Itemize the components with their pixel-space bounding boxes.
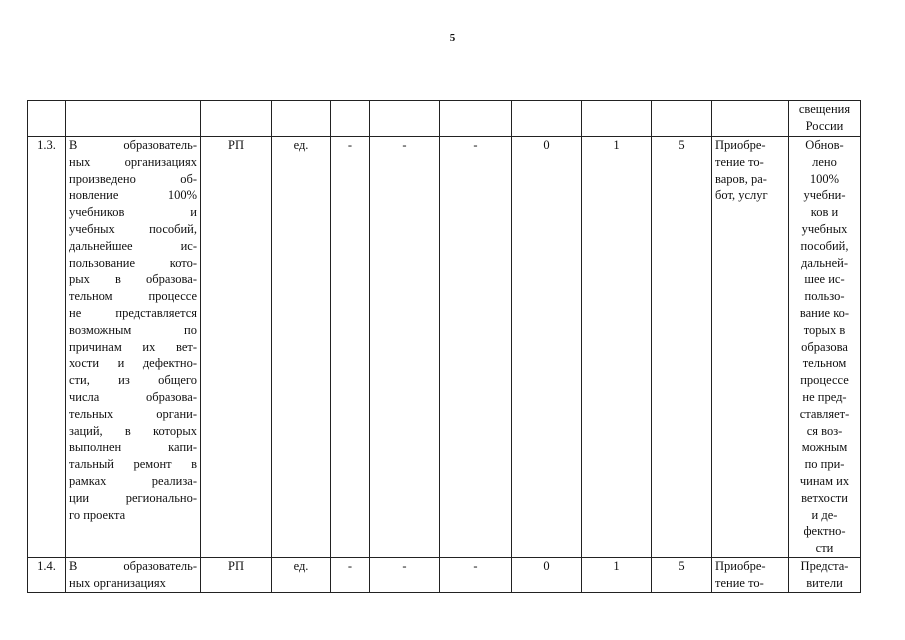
cell-empty bbox=[331, 101, 370, 137]
row-result bbox=[789, 557, 861, 592]
text-line: вание ко- bbox=[799, 305, 850, 320]
text-line: дальней- bbox=[800, 255, 849, 270]
cell-empty bbox=[712, 101, 789, 137]
table-row-header-continuation bbox=[28, 101, 861, 137]
row-value-2: - bbox=[370, 557, 440, 592]
cell-empty bbox=[66, 101, 201, 137]
cell-empty bbox=[272, 101, 331, 137]
text-line: тельном процессе bbox=[69, 289, 197, 304]
text-line: дальнейшее ис- bbox=[69, 238, 197, 253]
cell-empty bbox=[201, 101, 272, 137]
text-line: заций, в которых bbox=[69, 423, 197, 438]
text-line: учебных bbox=[801, 221, 848, 236]
text-line: учебни- bbox=[803, 188, 846, 203]
text-line: произведено об- bbox=[69, 171, 197, 186]
row-value-4: 0 bbox=[512, 137, 582, 558]
text-line: процессе bbox=[800, 373, 849, 388]
text-line: сти bbox=[815, 541, 834, 556]
text-line: выполнен капи- bbox=[69, 440, 197, 455]
text-line: не пред- bbox=[802, 389, 847, 404]
row-type bbox=[712, 557, 789, 592]
text-line: Приобре- bbox=[715, 138, 766, 152]
text-line: причинам их вет- bbox=[69, 339, 197, 354]
cell-empty bbox=[440, 101, 512, 137]
row-number: 1.3. bbox=[28, 137, 66, 558]
row-description bbox=[66, 557, 201, 592]
text-line: чинам их bbox=[799, 473, 850, 488]
text-line: ветхости bbox=[801, 490, 848, 505]
text-line: ся воз- bbox=[806, 423, 843, 438]
cell-empty bbox=[28, 101, 66, 137]
row-description bbox=[66, 137, 201, 558]
cell-header-last: свещения России bbox=[789, 101, 861, 137]
row-number: 1.4. bbox=[28, 557, 66, 592]
text-line: Приобре- bbox=[715, 558, 766, 573]
row-value-5: 1 bbox=[582, 557, 652, 592]
row-value-4: 0 bbox=[512, 557, 582, 592]
row-value-3: - bbox=[440, 557, 512, 592]
text-line: тение то- bbox=[715, 154, 764, 169]
row-value-1: - bbox=[331, 557, 370, 592]
text-line: лено bbox=[812, 154, 837, 169]
page-number: 5 bbox=[449, 32, 456, 44]
row-unit: ед. bbox=[272, 557, 331, 592]
text-line: вители bbox=[806, 575, 843, 590]
text-line: го проекта bbox=[69, 507, 126, 522]
text-line: торых в bbox=[803, 322, 846, 337]
text-line: бот, услуг bbox=[715, 188, 768, 203]
text-line: шее ис- bbox=[804, 272, 845, 287]
text-line: образова bbox=[801, 339, 848, 354]
text-line: возможным по bbox=[69, 322, 197, 337]
row-value-1: - bbox=[331, 137, 370, 558]
text-line: ции регионально- bbox=[69, 490, 197, 505]
text-line: рых в образова- bbox=[69, 272, 197, 287]
row-value-6: 5 bbox=[652, 557, 712, 592]
row-level: РП bbox=[201, 557, 272, 592]
text-line: числа образова- bbox=[69, 389, 197, 404]
text-line: новление 100% bbox=[69, 188, 197, 203]
text-line: тельных органи- bbox=[69, 406, 197, 421]
row-level: РП bbox=[201, 137, 272, 558]
text-line: фектно- bbox=[803, 524, 846, 539]
cell-empty bbox=[512, 101, 582, 137]
text-line: Предста- bbox=[800, 558, 849, 573]
table-row bbox=[28, 557, 861, 592]
row-result bbox=[789, 137, 861, 558]
text-line: ков и bbox=[810, 205, 839, 220]
cell-empty bbox=[370, 101, 440, 137]
text-line: В образователь- bbox=[69, 558, 197, 573]
row-value-5: 1 bbox=[582, 137, 652, 558]
text-line: 100% bbox=[809, 171, 840, 186]
table-row bbox=[28, 137, 861, 558]
text-line: сти, из общего bbox=[69, 373, 197, 388]
cell-empty bbox=[582, 101, 652, 137]
text-line: и де- bbox=[811, 507, 838, 522]
text-line: по при- bbox=[804, 457, 845, 472]
text-line: учебных пособий, bbox=[69, 221, 197, 236]
text-line: Обнов- bbox=[805, 138, 844, 152]
text-line: рамках реализа- bbox=[69, 473, 197, 488]
text-line: В образователь- bbox=[69, 138, 197, 152]
text-line: не представляется bbox=[69, 305, 197, 320]
row-value-2: - bbox=[370, 137, 440, 558]
row-value-6: 5 bbox=[652, 137, 712, 558]
text-line: варов, ра- bbox=[715, 171, 767, 186]
text-line: ных организациях bbox=[69, 575, 166, 590]
text-line: можным bbox=[801, 440, 848, 455]
text-line: пользо- bbox=[804, 289, 845, 304]
cell-empty bbox=[652, 101, 712, 137]
text-line: пособий, bbox=[800, 238, 849, 253]
row-type bbox=[712, 137, 789, 558]
text-line: тельном bbox=[802, 356, 847, 371]
text-line: хости и дефектно- bbox=[69, 356, 197, 371]
text-line: ставляет- bbox=[799, 406, 850, 421]
text-line: ных организациях bbox=[69, 154, 197, 169]
text-line: тальный ремонт в bbox=[69, 457, 197, 472]
row-value-3: - bbox=[440, 137, 512, 558]
document-table bbox=[27, 100, 861, 593]
text-line: пользование кото- bbox=[69, 255, 197, 270]
text-line: учебников и bbox=[69, 205, 197, 220]
text-line: тение то- bbox=[715, 575, 764, 590]
row-unit: ед. bbox=[272, 137, 331, 558]
